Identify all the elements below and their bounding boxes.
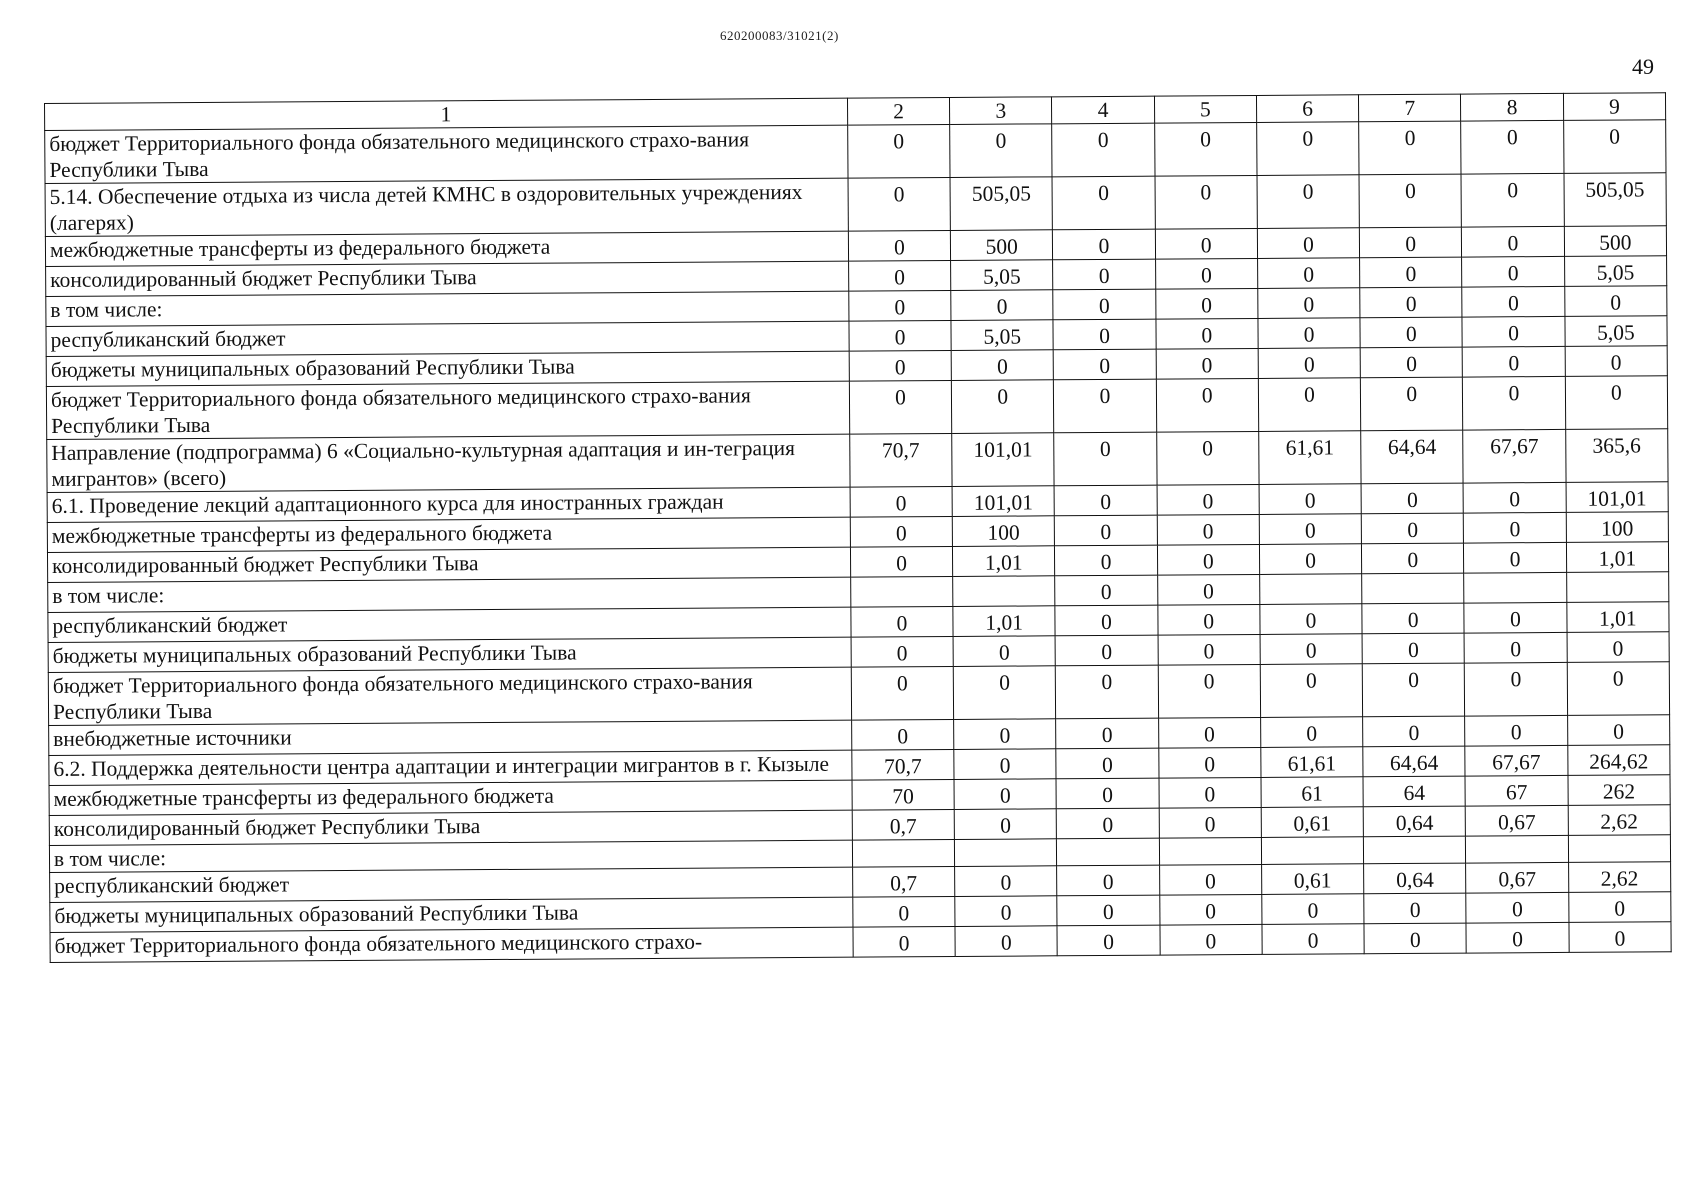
value-cell-col-4: 0 [1053, 289, 1155, 320]
value-cell-col-8: 0 [1462, 286, 1564, 317]
page-number: 49 [1632, 54, 1654, 79]
value-cell-col-8: 0 [1463, 376, 1566, 430]
value-cell-col-9: 0 [1565, 346, 1668, 377]
row-label: консолидированный бюджет Республики Тыва [46, 261, 849, 296]
row-label: 6.2. Поддержка деятельности центра адаптации и интеграции мигрантов в г. Кызыле [49, 750, 852, 785]
value-cell-col-4: 0 [1055, 515, 1157, 546]
value-cell-col-3: 0 [950, 124, 1053, 178]
value-cell-col-3: 1,01 [953, 546, 1055, 577]
value-cell-col-8: 0 [1462, 256, 1564, 287]
column-header-7: 7 [1359, 94, 1461, 122]
value-cell-col-3: 505,05 [950, 177, 1053, 231]
value-cell-col-8: 0 [1461, 173, 1564, 227]
value-cell-col-4: 0 [1052, 123, 1155, 177]
value-cell-col-6: 0 [1259, 544, 1361, 575]
value-cell-col-6 [1260, 574, 1362, 605]
value-cell-col-7: 0 [1361, 513, 1463, 544]
value-cell-col-9: 262 [1568, 775, 1671, 806]
value-cell-col-7: 0 [1360, 257, 1462, 288]
value-cell-col-3: 0 [951, 380, 1054, 434]
column-header-3: 3 [950, 97, 1052, 125]
document-code: 620200083/31021(2) [720, 28, 839, 43]
value-cell-col-6: 0 [1257, 175, 1360, 229]
value-cell-col-5: 0 [1156, 378, 1259, 432]
value-cell-col-7: 64,64 [1361, 430, 1464, 484]
value-cell-col-3: 100 [952, 516, 1054, 547]
value-cell-col-6: 61,61 [1261, 747, 1363, 778]
value-cell-col-5: 0 [1155, 175, 1258, 229]
value-cell-col-9: 0 [1567, 662, 1670, 716]
value-cell-col-2: 0 [848, 230, 950, 261]
value-cell-col-3 [954, 839, 1056, 867]
value-cell-col-8 [1464, 572, 1566, 603]
value-cell-col-4: 0 [1054, 379, 1157, 433]
value-cell-col-6: 61,61 [1259, 431, 1362, 485]
value-cell-col-4: 0 [1055, 635, 1157, 666]
value-cell-col-7: 0 [1362, 633, 1464, 664]
row-label: бюджет Территориального фонда обязательного медицинского страхо-вания Республики Тыва [45, 125, 848, 183]
value-cell-col-8: 0 [1466, 922, 1568, 953]
value-cell-col-2: 0 [849, 350, 951, 381]
value-cell-col-2: 0 [849, 380, 952, 434]
column-header-9: 9 [1563, 93, 1665, 121]
value-cell-col-2: 0 [851, 666, 954, 720]
value-cell-col-8: 0 [1462, 316, 1564, 347]
value-cell-col-9: 0 [1563, 120, 1666, 174]
value-cell-col-9: 0 [1569, 922, 1672, 953]
value-cell-col-3: 0 [951, 290, 1053, 321]
value-cell-col-7: 0 [1364, 893, 1466, 924]
row-label: бюджет Территориального фонда обязательного медицинского страхо-вания Республики Тыва [46, 381, 849, 439]
value-cell-col-6: 0,61 [1261, 864, 1363, 895]
value-cell-col-6: 0 [1260, 634, 1362, 665]
value-cell-col-9: 0 [1564, 286, 1667, 317]
value-cell-col-3: 0 [955, 866, 1057, 897]
value-cell-col-3: 1,01 [953, 606, 1055, 637]
value-cell-col-4: 0 [1055, 545, 1157, 576]
value-cell-col-2: 0 [848, 260, 950, 291]
value-cell-col-5: 0 [1155, 228, 1257, 259]
value-cell-col-7: 0 [1361, 483, 1463, 514]
value-cell-col-7: 0 [1363, 716, 1465, 747]
value-cell-col-4: 0 [1053, 259, 1155, 290]
value-cell-col-9: 100 [1566, 512, 1669, 543]
value-cell-col-5: 0 [1157, 484, 1259, 515]
value-cell-col-5: 0 [1159, 864, 1261, 895]
value-cell-col-2: 0 [849, 320, 951, 351]
value-cell-col-8: 0 [1463, 482, 1565, 513]
value-cell-col-2: 70 [852, 779, 954, 810]
value-cell-col-5: 0 [1154, 122, 1257, 176]
value-cell-col-6: 0 [1257, 258, 1359, 289]
value-cell-col-2: 0,7 [852, 866, 954, 897]
value-cell-col-8: 0 [1464, 632, 1566, 663]
value-cell-col-5: 0 [1156, 318, 1258, 349]
value-cell-col-7: 0 [1360, 347, 1462, 378]
value-cell-col-9: 500 [1564, 226, 1667, 257]
value-cell-col-7 [1364, 836, 1466, 864]
value-cell-col-7: 0 [1361, 377, 1464, 431]
value-cell-col-3: 0 [954, 779, 1056, 810]
value-cell-col-6: 61 [1261, 777, 1363, 808]
row-label: 5.14. Обеспечение отдыха из числа детей КМНС в оздоровительных учреждениях (лагерях) [45, 178, 848, 236]
value-cell-col-9: 0 [1567, 715, 1670, 746]
value-cell-col-5: 0 [1156, 348, 1258, 379]
row-label: бюджеты муниципальных образований Республики Тыва [48, 637, 851, 672]
value-cell-col-5: 0 [1159, 894, 1261, 925]
value-cell-col-5: 0 [1157, 574, 1259, 605]
row-label: бюджет Территориального фонда обязательного медицинского страхо-вания Республики Тыва [48, 667, 851, 725]
value-cell-col-3: 0 [953, 666, 1056, 720]
column-header-4: 4 [1052, 96, 1154, 124]
column-header-1: 1 [45, 98, 848, 130]
value-cell-col-3: 0 [954, 809, 1056, 840]
value-cell-col-3: 500 [950, 230, 1052, 261]
value-cell-col-6: 0 [1260, 664, 1363, 718]
value-cell-col-2: 0 [851, 719, 953, 750]
value-cell-col-9 [1568, 835, 1670, 863]
value-cell-col-7: 0 [1359, 121, 1462, 175]
value-cell-col-3: 5,05 [951, 320, 1053, 351]
value-cell-col-4: 0 [1054, 485, 1156, 516]
value-cell-col-9: 101,01 [1566, 482, 1669, 513]
value-cell-col-7: 64,64 [1363, 746, 1465, 777]
value-cell-col-7: 0 [1364, 923, 1466, 954]
row-label: бюджет Территориального фонда обязательного медицинского страхо- [50, 927, 853, 962]
value-cell-col-4: 0 [1056, 748, 1158, 779]
column-header-8: 8 [1461, 93, 1563, 121]
value-cell-col-4: 0 [1057, 925, 1159, 956]
row-label: внебюджетные источники [49, 720, 852, 755]
value-cell-col-8: 0,67 [1466, 805, 1568, 836]
value-cell-col-6: 0 [1259, 514, 1361, 545]
column-header-2: 2 [847, 97, 949, 125]
value-cell-col-5: 0 [1158, 717, 1260, 748]
value-cell-col-2: 0 [851, 636, 953, 667]
row-label: Направление (подпрограмма) 6 «Социально-культурная адаптация и ин-теграция мигрантов» (всего) [47, 434, 850, 492]
value-cell-col-2: 70,7 [852, 749, 954, 780]
value-cell-col-3: 0 [954, 749, 1056, 780]
value-cell-col-5 [1159, 837, 1261, 865]
value-cell-col-7: 0 [1360, 287, 1462, 318]
value-cell-col-8: 67,67 [1463, 429, 1566, 483]
value-cell-col-7: 0 [1362, 663, 1465, 717]
value-cell-col-8: 0 [1464, 542, 1566, 573]
value-cell-col-5: 0 [1158, 634, 1260, 665]
value-cell-col-7: 0 [1362, 543, 1464, 574]
column-header-6: 6 [1256, 95, 1358, 123]
row-label: в том числе: [49, 840, 852, 872]
value-cell-col-9: 365,6 [1565, 429, 1668, 483]
value-cell-col-3: 0 [955, 926, 1057, 957]
value-cell-col-9: 1,01 [1567, 602, 1670, 633]
value-cell-col-6: 0 [1260, 717, 1362, 748]
value-cell-col-7 [1362, 573, 1464, 604]
value-cell-col-6: 0 [1258, 288, 1360, 319]
value-cell-col-9: 2,62 [1568, 805, 1671, 836]
value-cell-col-6: 0 [1259, 484, 1361, 515]
value-cell-col-4: 0 [1053, 229, 1155, 260]
value-cell-col-6 [1261, 837, 1363, 865]
value-cell-col-3: 101,01 [952, 486, 1054, 517]
value-cell-col-7: 64 [1363, 776, 1465, 807]
value-cell-col-9: 505,05 [1564, 173, 1667, 227]
value-cell-col-5: 0 [1159, 777, 1261, 808]
value-cell-col-9: 0 [1568, 892, 1671, 923]
budget-table [44, 92, 1672, 963]
value-cell-col-5: 0 [1158, 747, 1260, 778]
row-label: межбюджетные трансферты из федерального бюджета [49, 780, 852, 815]
value-cell-col-4 [1057, 838, 1159, 866]
value-cell-col-7: 0 [1360, 227, 1462, 258]
value-cell-col-9: 5,05 [1565, 316, 1668, 347]
row-label: 6.1. Проведение лекций адаптационного курса для иностранных граждан [47, 487, 850, 522]
value-cell-col-8: 0 [1466, 892, 1568, 923]
value-cell-col-6: 0 [1258, 318, 1360, 349]
value-cell-col-6: 0 [1262, 894, 1364, 925]
value-cell-col-6: 0,61 [1261, 807, 1363, 838]
value-cell-col-3: 0 [951, 350, 1053, 381]
value-cell-col-7: 0,64 [1364, 863, 1466, 894]
value-cell-col-6: 0 [1257, 228, 1359, 259]
value-cell-col-7: 0 [1362, 603, 1464, 634]
value-cell-col-3: 5,05 [951, 260, 1053, 291]
value-cell-col-7: 0,64 [1363, 806, 1465, 837]
row-label: бюджеты муниципальных образований Республики Тыва [50, 897, 853, 932]
value-cell-col-3: 0 [953, 636, 1055, 667]
value-cell-col-4: 0 [1056, 718, 1158, 749]
value-cell-col-3: 101,01 [952, 433, 1055, 487]
value-cell-col-4: 0 [1057, 865, 1159, 896]
value-cell-col-7: 0 [1360, 317, 1462, 348]
value-cell-col-2: 0 [849, 290, 951, 321]
value-cell-col-4: 0 [1056, 665, 1159, 719]
row-label: республиканский бюджет [46, 321, 849, 356]
value-cell-col-4: 0 [1055, 605, 1157, 636]
value-cell-col-6: 0 [1262, 924, 1364, 955]
value-cell-col-4: 0 [1054, 349, 1156, 380]
value-cell-col-2 [850, 576, 952, 607]
value-cell-col-5: 0 [1156, 431, 1259, 485]
value-cell-col-6: 0 [1260, 604, 1362, 635]
value-cell-col-9: 1,01 [1566, 542, 1669, 573]
value-cell-col-5: 0 [1160, 924, 1262, 955]
value-cell-col-9: 2,62 [1568, 862, 1671, 893]
value-cell-col-8: 0,67 [1466, 862, 1568, 893]
value-cell-col-4: 0 [1057, 808, 1159, 839]
value-cell-col-4: 0 [1056, 778, 1158, 809]
value-cell-col-2: 0 [848, 177, 951, 231]
value-cell-col-8: 0 [1463, 346, 1565, 377]
value-cell-col-4: 0 [1057, 895, 1159, 926]
value-cell-col-9: 264,62 [1567, 745, 1670, 776]
row-label: республиканский бюджет [48, 607, 851, 642]
value-cell-col-2: 0 [853, 896, 955, 927]
value-cell-col-8: 67,67 [1465, 745, 1567, 776]
row-label: бюджеты муниципальных образований Республики Тыва [46, 351, 849, 386]
value-cell-col-5: 0 [1157, 544, 1259, 575]
row-label: республиканский бюджет [50, 867, 853, 902]
value-cell-col-8: 0 [1464, 602, 1566, 633]
value-cell-col-4: 0 [1053, 319, 1155, 350]
value-cell-col-9: 0 [1565, 376, 1668, 430]
value-cell-col-4: 0 [1054, 432, 1157, 486]
value-cell-col-9 [1566, 572, 1669, 603]
value-cell-col-8: 0 [1465, 715, 1567, 746]
value-cell-col-4: 0 [1055, 575, 1157, 606]
value-cell-col-9: 0 [1567, 632, 1670, 663]
value-cell-col-6: 0 [1257, 122, 1360, 176]
value-cell-col-6: 0 [1258, 348, 1360, 379]
row-label: межбюджетные трансферты из федерального бюджета [45, 231, 848, 266]
value-cell-col-8: 0 [1464, 512, 1566, 543]
value-cell-col-2: 0 [853, 926, 955, 957]
value-cell-col-5: 0 [1157, 514, 1259, 545]
value-cell-col-2: 0 [850, 546, 952, 577]
value-cell-col-3: 0 [955, 896, 1057, 927]
value-cell-col-8: 0 [1461, 120, 1564, 174]
value-cell-col-9: 5,05 [1564, 256, 1667, 287]
value-cell-col-2: 0 [850, 486, 952, 517]
row-label: межбюджетные трансферты из федерального бюджета [47, 517, 850, 552]
value-cell-col-8: 0 [1462, 226, 1564, 257]
value-cell-col-5: 0 [1159, 807, 1261, 838]
row-label: в том числе: [46, 291, 849, 326]
value-cell-col-4: 0 [1052, 176, 1155, 230]
row-label: в том числе: [48, 577, 851, 612]
value-cell-col-2: 0,7 [852, 809, 954, 840]
value-cell-col-2: 0 [850, 516, 952, 547]
value-cell-col-3 [953, 576, 1055, 607]
value-cell-col-2: 0 [847, 124, 950, 178]
value-cell-col-7: 0 [1359, 174, 1462, 228]
value-cell-col-2: 70,7 [850, 433, 953, 487]
table-body [45, 120, 1671, 963]
value-cell-col-8: 0 [1465, 662, 1568, 716]
value-cell-col-5: 0 [1157, 604, 1259, 635]
value-cell-col-6: 0 [1258, 378, 1361, 432]
value-cell-col-2 [852, 839, 954, 867]
column-header-5: 5 [1154, 95, 1256, 123]
row-label: консолидированный бюджет Республики Тыва [49, 810, 852, 845]
value-cell-col-5: 0 [1158, 664, 1261, 718]
value-cell-col-8: 67 [1465, 775, 1567, 806]
value-cell-col-8 [1466, 835, 1568, 863]
row-label: консолидированный бюджет Республики Тыва [47, 547, 850, 582]
value-cell-col-2: 0 [851, 606, 953, 637]
value-cell-col-3: 0 [954, 719, 1056, 750]
value-cell-col-5: 0 [1155, 288, 1257, 319]
value-cell-col-5: 0 [1155, 258, 1257, 289]
